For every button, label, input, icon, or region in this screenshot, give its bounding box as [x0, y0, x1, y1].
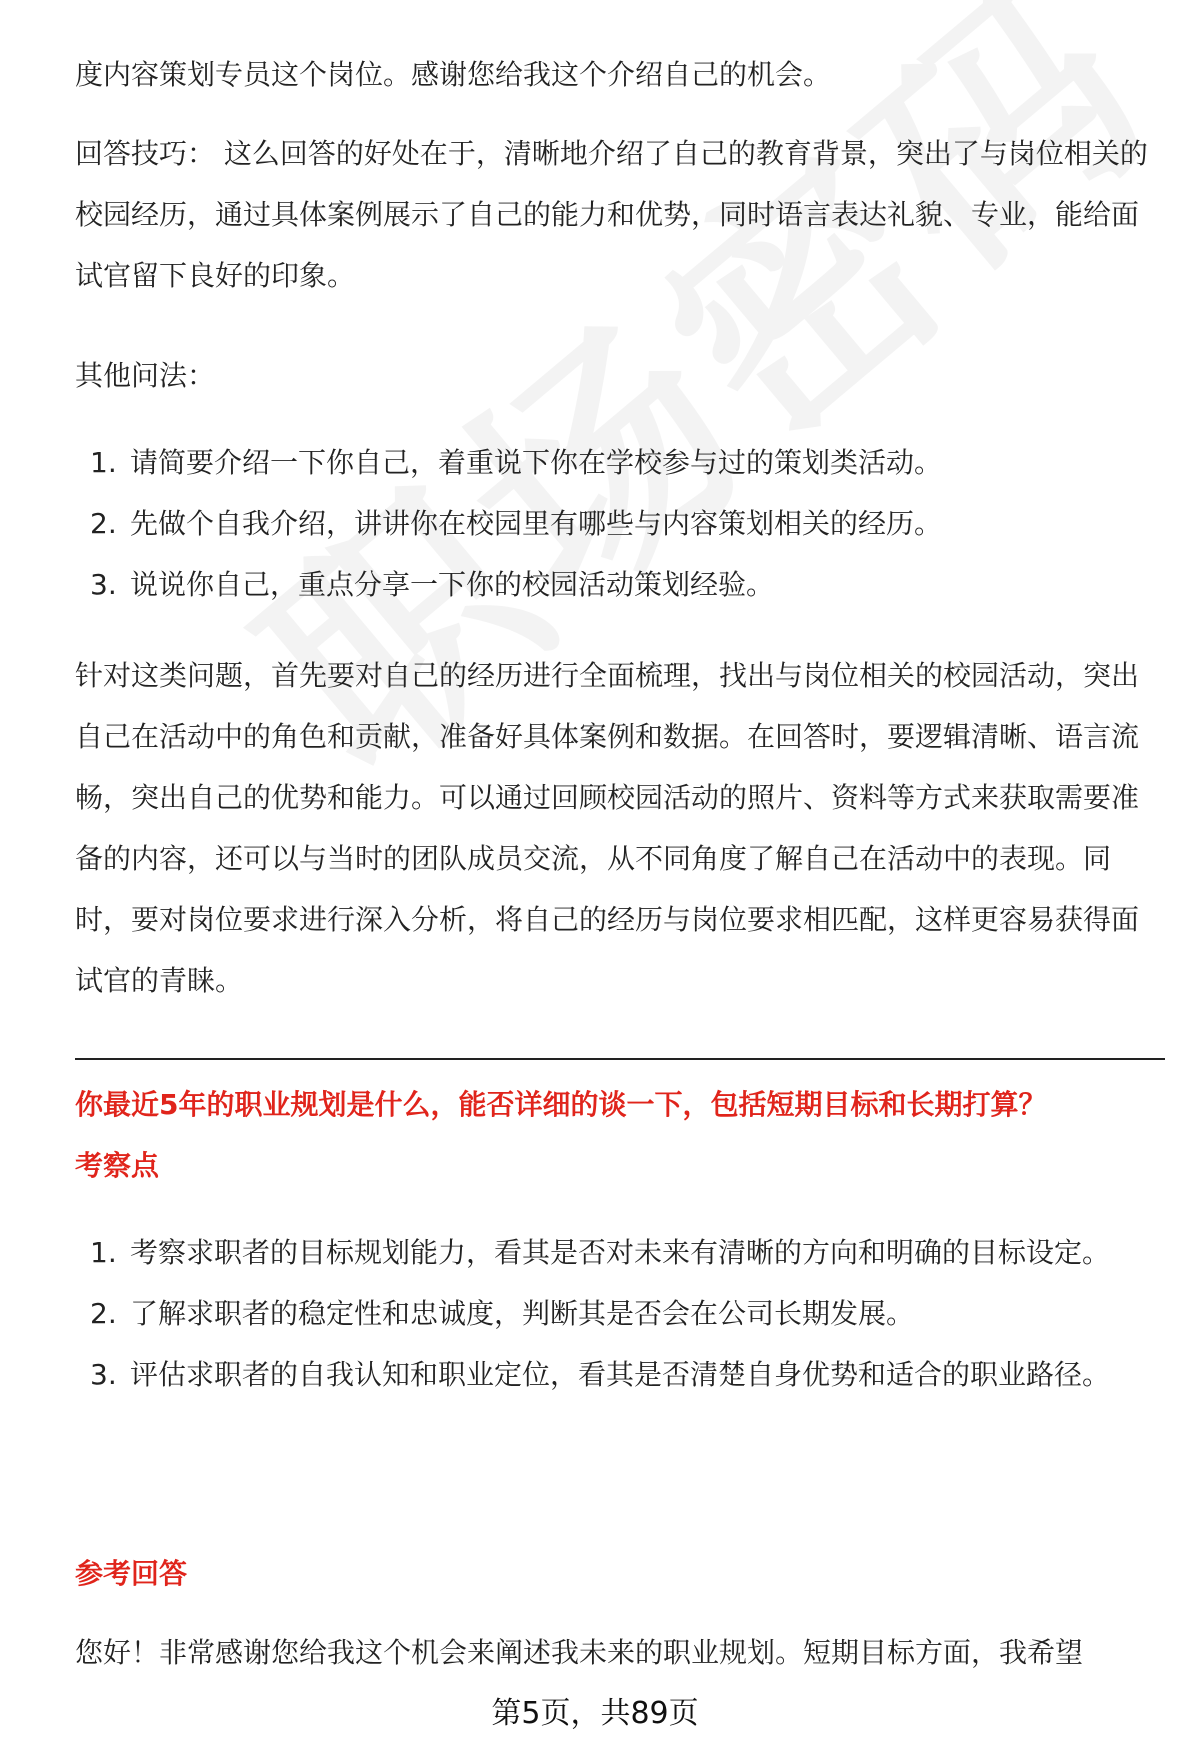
list-item: 1. 请简要介绍一下你自己，着重说下你在学校参与过的策划类活动。 [90, 446, 943, 479]
list-item: 2. 了解求职者的稳定性和忠诚度，判断其是否会在公司长期发展。 [90, 1297, 915, 1330]
intro-end-paragraph: 度内容策划专员这个岗位。感谢您给我这个介绍自己的机会。 [75, 58, 832, 91]
other-questions-label: 其他问法： [75, 359, 216, 392]
answer-heading: 参考回答 [75, 1557, 188, 1590]
advice-paragraph: 针对这类问题，首先要对自己的经历进行全面梳理，找出与岗位相关的校园活动，突出自己在活动中的角色和贡献，准备好具体案例和数据。在回答时，要逻辑清晰、语言流畅，突出自己的优势和能力。可以通过回顾校园活动的照片、资料等方式来获取需要准备的内容，还可以与当时的团队成员交流，从不同角度了解自己在活动中的表现。同时，要对岗位要求进行深入分析，将自己的经历与岗位要求相匹配，这样更容易获得面试官的青睐。 [75, 659, 1140, 997]
focus-points-list [75, 1222, 1165, 1405]
list-item: 3. 说说你自己，重点分享一下你的校园活动策划经验。 [90, 568, 775, 601]
answer-paragraph: 您好！非常感谢您给我这个机会来阐述我未来的职业规划。短期目标方面，我希望 [75, 1636, 1084, 1669]
list-item: 2. 先做个自我介绍，讲讲你在校园里有哪些与内容策划相关的经历。 [90, 507, 943, 540]
tips-paragraph: 回答技巧： 这么回答的好处在于，清晰地介绍了自己的教育背景，突出了与岗位相关的校园经历，通过具体案例展示了自己的能力和优势，同时语言表达礼貌、专业，能给面试官留下良好的印象。 [75, 137, 1148, 292]
list-item: 1. 考察求职者的目标规划能力，看其是否对未来有清晰的方向和明确的目标设定。 [90, 1236, 1111, 1269]
page-number: 第5页，共89页 [491, 1696, 699, 1731]
section-divider [75, 1058, 1165, 1060]
question-title: 你最近5年的职业规划是什么，能否详细的谈一下，包括短期目标和长期打算？ [75, 1088, 1047, 1121]
focus-heading: 考察点 [75, 1149, 160, 1182]
list-item: 3. 评估求职者的自我认知和职业定位，看其是否清楚自身优势和适合的职业路径。 [90, 1358, 1111, 1391]
other-questions-list [75, 432, 1165, 615]
